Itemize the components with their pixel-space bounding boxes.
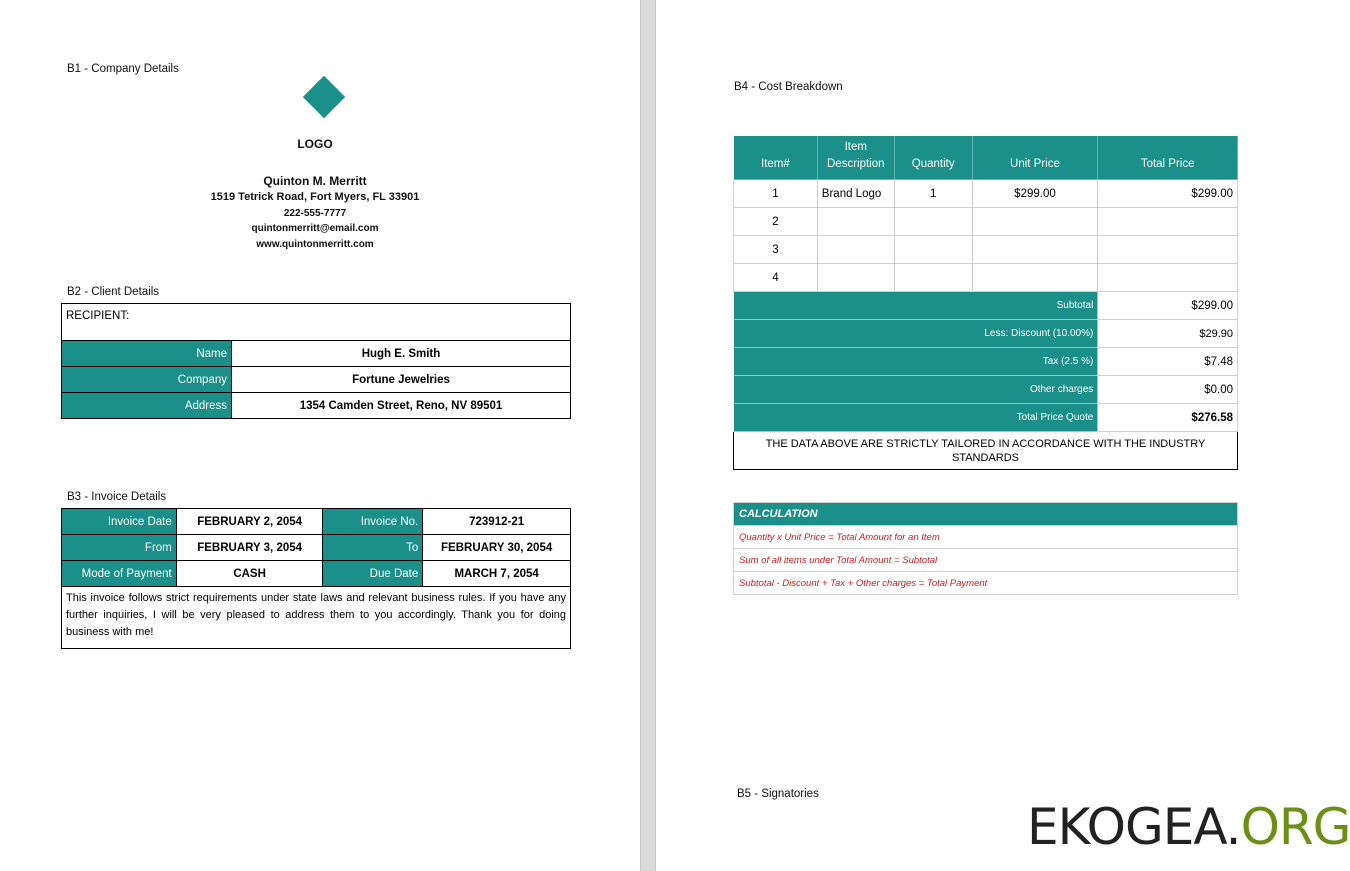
to-label: To: [323, 535, 423, 561]
company-email: quintonmerritt@email.com: [251, 223, 379, 234]
header-item-description: [817, 136, 894, 180]
header-total-price: Total Price: [1098, 136, 1238, 180]
disclaimer-text: THE DATA ABOVE ARE STRICTLY TAILORED IN ACCORDANCE WITH THE INDUSTRY STANDARDS: [734, 432, 1238, 470]
company-address: 1519 Tetrick Road, Fort Myers, FL 33901: [210, 191, 420, 203]
item-total-price: [1098, 264, 1238, 292]
company-phone: 222-555-7777: [283, 208, 347, 219]
subtotal-label: Subtotal: [734, 292, 1098, 320]
watermark-part1: EKOGEA.: [1027, 798, 1241, 856]
company-name: Quinton M. Merritt: [263, 174, 367, 188]
discount-label: Less: Discount (10.00%): [734, 320, 1098, 348]
section-label-client: B2 - Client Details: [67, 286, 160, 298]
item-number: 2: [734, 208, 818, 236]
item-total-price: $299.00: [1098, 180, 1238, 208]
item-unit-price: $299.00: [972, 180, 1098, 208]
total-quote-label: Total Price Quote: [734, 404, 1098, 432]
item-total-price: [1098, 236, 1238, 264]
invoice-number-label: Invoice No.: [323, 509, 423, 535]
client-name-value: Hugh E. Smith: [232, 341, 571, 367]
item-quantity: [894, 264, 972, 292]
payment-mode-label: Mode of Payment: [62, 561, 177, 587]
table-row: [734, 264, 1238, 292]
section-label-invoice: B3 - Invoice Details: [67, 491, 167, 503]
summary-row: [734, 292, 1238, 320]
header-quantity: Quantity: [894, 136, 972, 180]
from-label: From: [62, 535, 177, 561]
total-quote-value: $276.58: [1098, 404, 1238, 432]
client-details-table: [61, 303, 571, 419]
summary-row: [734, 376, 1238, 404]
header-desc-line1: Item: [844, 141, 867, 153]
tax-label: Tax (2.5 %): [734, 348, 1098, 376]
document-page-left: [0, 0, 640, 871]
table-row: [62, 393, 571, 419]
discount-value: $29.90: [1098, 320, 1238, 348]
due-date-label: Due Date: [323, 561, 423, 587]
item-description: [817, 264, 894, 292]
item-number: 3: [734, 236, 818, 264]
watermark-logo: [1027, 797, 1350, 857]
item-total-price: [1098, 208, 1238, 236]
logo-text: LOGO: [297, 137, 333, 151]
tax-value: $7.48: [1098, 348, 1238, 376]
page-gap: [640, 0, 656, 871]
section-label-company: B1 - Company Details: [67, 63, 179, 75]
watermark-part2: ORG: [1240, 798, 1350, 856]
item-description: [817, 208, 894, 236]
table-row: [62, 341, 571, 367]
client-address-label: Address: [62, 393, 232, 419]
client-address-value: 1354 Camden Street, Reno, NV 89501: [232, 393, 571, 419]
item-quantity: [894, 208, 972, 236]
subtotal-value: $299.00: [1098, 292, 1238, 320]
summary-row: [734, 320, 1238, 348]
formula-line: Quantity x Unit Price = Total Amount for an Item: [734, 526, 1238, 549]
logo-diamond-icon: [303, 76, 345, 118]
client-company-value: Fortune Jewelries: [232, 367, 571, 393]
invoice-details-table: [61, 508, 571, 649]
summary-row: [734, 348, 1238, 376]
calculation-table: [733, 502, 1238, 595]
other-charges-value: $0.00: [1098, 376, 1238, 404]
table-row: [62, 535, 571, 561]
cost-breakdown-table: [733, 135, 1238, 470]
to-value: FEBRUARY 30, 2054: [423, 535, 571, 561]
invoice-date-label: Invoice Date: [62, 509, 177, 535]
item-unit-price: [972, 264, 1098, 292]
table-row: [62, 367, 571, 393]
formula-line: Subtotal - Discount + Tax + Other charges = Total Payment: [734, 572, 1238, 595]
item-unit-price: [972, 208, 1098, 236]
section-label-cost: B4 - Cost Breakdown: [734, 81, 843, 93]
payment-mode-value: CASH: [176, 561, 323, 587]
other-charges-label: Other charges: [734, 376, 1098, 404]
formula-line: Sum of all items under Total Amount = Subtotal: [734, 549, 1238, 572]
table-header-row: [734, 136, 1238, 180]
item-quantity: [894, 236, 972, 264]
header-item-number: Item#: [734, 136, 818, 180]
from-value: FEBRUARY 3, 2054: [176, 535, 323, 561]
calculation-title: CALCULATION: [734, 503, 1238, 526]
company-website: www.quintonmerritt.com: [256, 239, 374, 250]
item-number: 4: [734, 264, 818, 292]
item-description: Brand Logo: [817, 180, 894, 208]
invoice-note: This invoice follows strict requirements under state laws and relevant business rules. If you have any further inquiries, I will be very pleased to address them to you accordingly. Thank you for doing business with me!: [62, 587, 571, 649]
table-row: [734, 236, 1238, 264]
recipient-label: RECIPIENT:: [62, 304, 571, 341]
header-unit-price: Unit Price: [972, 136, 1098, 180]
invoice-number-value: 723912-21: [423, 509, 571, 535]
summary-row: [734, 404, 1238, 432]
header-desc-line2: Description: [827, 158, 885, 170]
table-row: [62, 561, 571, 587]
due-date-value: MARCH 7, 2054: [423, 561, 571, 587]
table-row: [62, 509, 571, 535]
item-unit-price: [972, 236, 1098, 264]
client-name-label: Name: [62, 341, 232, 367]
item-quantity: 1: [894, 180, 972, 208]
item-description: [817, 236, 894, 264]
item-number: 1: [734, 180, 818, 208]
client-company-label: Company: [62, 367, 232, 393]
table-row: [734, 208, 1238, 236]
invoice-date-value: FEBRUARY 2, 2054: [176, 509, 323, 535]
table-row: [734, 180, 1238, 208]
section-label-signatories: B5 - Signatories: [737, 788, 819, 800]
